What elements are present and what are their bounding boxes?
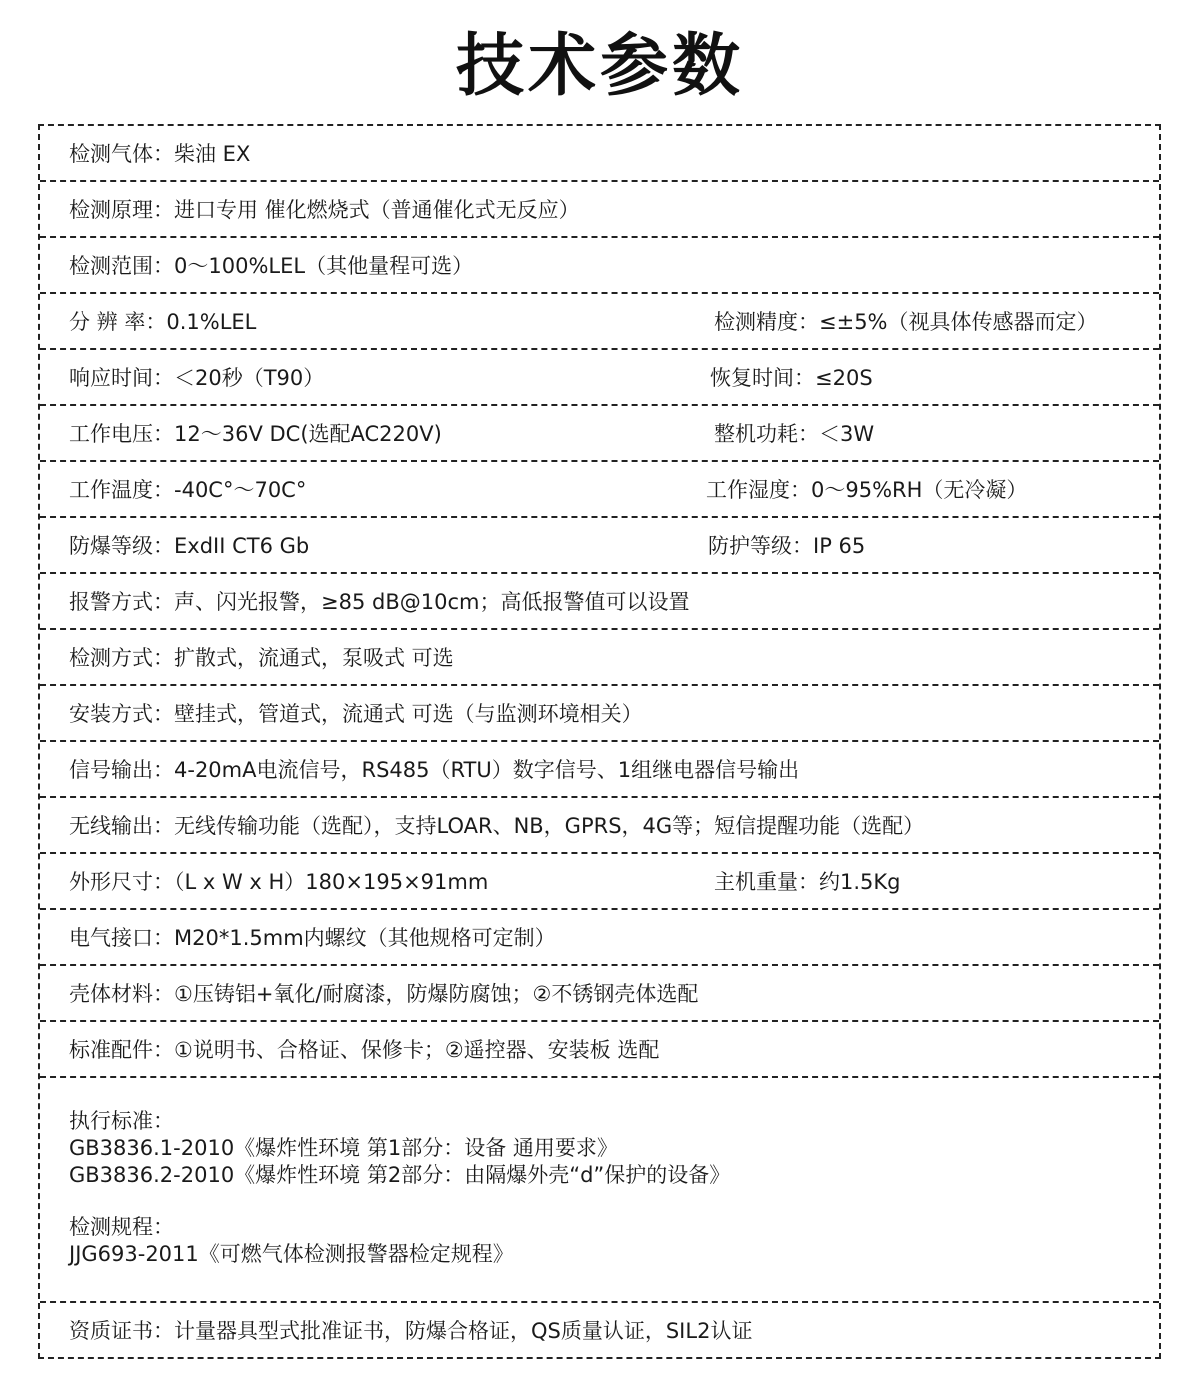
spec-row-install: [40, 686, 1159, 742]
standards-item-2: GB3836.2-2010《爆炸性环境 第2部分：由隔爆外壳“d”保护的设备》: [69, 1163, 731, 1187]
spec-row-detect-mode: [40, 630, 1159, 686]
spec-row-temperature: [40, 462, 1159, 518]
spec-install: 安装方式：壁挂式，管道式，流通式 可选（与监测环境相关）: [69, 702, 643, 726]
spec-certificates: 资质证书：计量器具型式批准证书，防爆合格证，QS质量认证，SIL2认证: [69, 1319, 753, 1343]
spec-row-explosion: [40, 518, 1159, 574]
spec-wireless: 无线输出：无线传输功能（选配），支持LOAR、NB，GPRS，4G等；短信提醒功能（选配）: [69, 814, 925, 838]
spec-power: 整机功耗：＜3W: [714, 422, 875, 446]
regulation-item: JJG693-2011《可燃气体检测报警器检定规程》: [69, 1242, 514, 1266]
spec-voltage: 工作电压：12～36V DC(选配AC220V): [69, 422, 442, 446]
spec-row-principle: [40, 182, 1159, 238]
spec-row-accessories: [40, 1022, 1159, 1078]
spec-resolution: 分 辨 率：0.1%LEL: [69, 310, 257, 334]
spec-row-housing: [40, 966, 1159, 1022]
spec-temperature: 工作温度：-40C°～70C°: [69, 478, 307, 502]
spec-row-signal: [40, 742, 1159, 798]
spec-signal: 信号输出：4-20mA电流信号，RS485（RTU）数字信号、1组继电器信号输出: [69, 758, 800, 782]
spec-explosion-grade: 防爆等级：ExdII CT6 Gb: [69, 534, 310, 558]
page-title: 技术参数: [455, 27, 744, 106]
spec-row-interface: [40, 910, 1159, 966]
standards-label: 执行标准：: [69, 1109, 174, 1133]
spec-row-certificates: [40, 1303, 1159, 1357]
spec-gas: 检测气体：柴油 EX: [69, 142, 251, 166]
spec-alarm: 报警方式：声、闪光报警，≥85 dB@10cm；高低报警值可以设置: [69, 590, 690, 614]
spec-detect-mode: 检测方式：扩散式，流通式，泵吸式 可选: [69, 646, 454, 670]
spec-table: [38, 124, 1161, 1359]
spec-humidity: 工作湿度：0～95%RH（无冷凝）: [706, 478, 1028, 502]
spec-response: 响应时间：＜20秒（T90）: [69, 366, 325, 390]
spec-accessories: 标准配件：①说明书、合格证、保修卡；②遥控器、安装板 选配: [69, 1038, 660, 1062]
spec-weight: 主机重量：约1.5Kg: [714, 870, 901, 894]
spec-row-resolution: [40, 294, 1159, 350]
spec-dimensions: 外形尺寸：（L x W x H）180×195×91mm: [69, 870, 489, 894]
spec-row-wireless: [40, 798, 1159, 854]
spec-row-range: [40, 238, 1159, 294]
spec-row-voltage: [40, 406, 1159, 462]
spec-row-standards: [40, 1078, 1159, 1303]
spec-protection-grade: 防护等级：IP 65: [708, 534, 866, 558]
spec-row-gas: [40, 126, 1159, 182]
spec-principle: 检测原理：进口专用 催化燃烧式（普通催化式无反应）: [69, 198, 580, 222]
spec-accuracy: 检测精度：≤±5%（视具体传感器而定）: [714, 310, 1098, 334]
spec-housing: 壳体材料：①压铸铝+氧化/耐腐漆，防爆防腐蚀；②不锈钢壳体选配: [69, 982, 699, 1006]
spec-row-response: [40, 350, 1159, 406]
spec-row-alarm: [40, 574, 1159, 630]
standards-item-1: GB3836.1-2010《爆炸性环境 第1部分：设备 通用要求》: [69, 1136, 618, 1160]
spec-recovery: 恢复时间：≤20S: [710, 366, 873, 390]
spec-interface: 电气接口：M20*1.5mm内螺纹（其他规格可定制）: [69, 926, 556, 950]
spec-range: 检测范围：0～100%LEL（其他量程可选）: [69, 254, 474, 278]
spec-row-dimensions: [40, 854, 1159, 910]
regulation-label: 检测规程：: [69, 1215, 174, 1239]
regulation-block: [69, 1214, 514, 1268]
standards-block: [69, 1108, 730, 1189]
